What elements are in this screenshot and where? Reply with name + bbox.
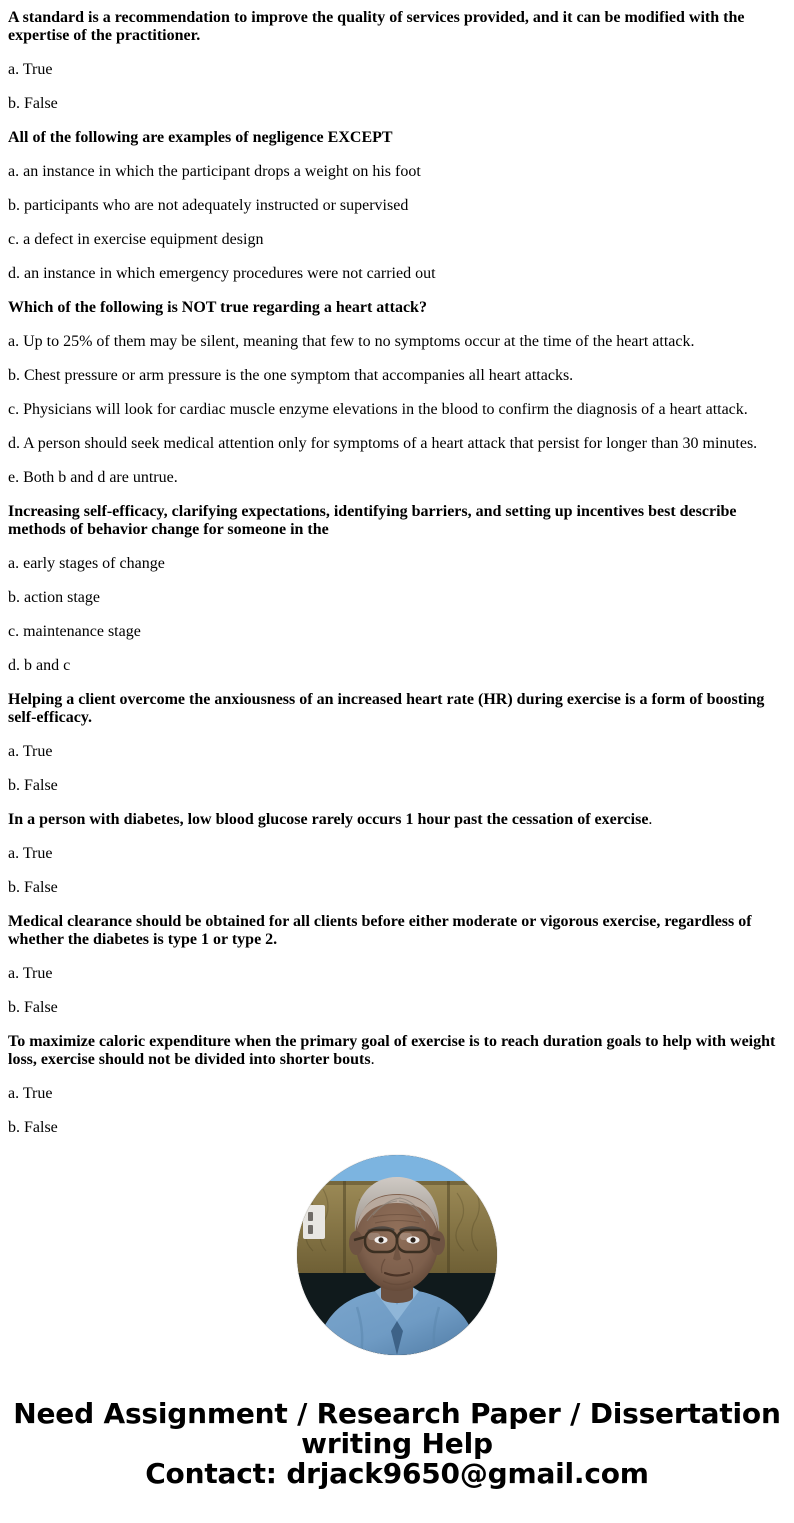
question-stem — [8, 1017, 786, 1069]
question-stem — [8, 0, 786, 45]
question-block — [8, 675, 786, 795]
answer-option[interactable]: d. A person should seek medical attention only for symptoms of a heart attack that persist for longer than 30 minutes. — [8, 435, 758, 452]
question-stem — [8, 283, 786, 317]
answer-option[interactable]: b. participants who are not adequately instructed or supervised — [8, 197, 409, 214]
answer-option[interactable]: a. True — [8, 61, 53, 78]
question-stem-text: Helping a client overcome the anxiousness of an increased heart rate (HR) during exercise is a form of boosting self-efficacy. — [8, 691, 765, 726]
answer-option[interactable]: e. Both b and d are untrue. — [8, 469, 178, 486]
question-block — [8, 0, 786, 113]
question-stem-text: Which of the following is NOT true regarding a heart attack? — [8, 299, 427, 316]
answer-option[interactable]: a. True — [8, 845, 53, 862]
promo-line-3: Contact: drjack9650@gmail.com — [145, 1457, 649, 1490]
question-stem-tail: . — [370, 1051, 375, 1068]
question-stem — [8, 487, 786, 539]
answer-option[interactable]: a. True — [8, 743, 53, 760]
answer-option[interactable]: d. b and c — [8, 657, 71, 674]
question-block — [8, 283, 786, 487]
question-stem — [8, 113, 786, 147]
answer-option[interactable]: b. Chest pressure or arm pressure is the one symptom that accompanies all heart attacks. — [8, 367, 574, 384]
question-block — [8, 113, 786, 283]
answer-option[interactable]: b. action stage — [8, 589, 100, 606]
answer-option[interactable]: d. an instance in which emergency procedures were not carried out — [8, 265, 436, 282]
question-block — [8, 897, 786, 1017]
answer-option[interactable]: b. False — [8, 95, 58, 112]
answer-option[interactable]: a. an instance in which the participant drops a weight on his foot — [8, 163, 421, 180]
answer-option[interactable]: c. a defect in exercise equipment design — [8, 231, 264, 248]
question-stem — [8, 897, 786, 949]
question-block — [8, 487, 786, 675]
question-block — [8, 1017, 786, 1137]
avatar — [297, 1155, 497, 1355]
question-stem-text: In a person with diabetes, low blood glucose rarely occurs 1 hour past the cessation of exercise — [8, 811, 649, 828]
avatar-photo-icon — [297, 1155, 497, 1355]
answer-option[interactable]: b. False — [8, 1119, 58, 1136]
question-stem-text: To maximize caloric expenditure when the primary goal of exercise is to reach duration goals to help with weight loss, exercise should not be divided into shorter bouts — [8, 1033, 776, 1068]
question-stem — [8, 675, 786, 727]
answer-option[interactable]: c. maintenance stage — [8, 623, 141, 640]
question-stem-text: Medical clearance should be obtained for all clients before either moderate or vigorous exercise, regardless of whether the diabetes is type 1 or type 2. — [8, 913, 752, 948]
promo-line-1: Need Assignment / Research Paper / Dissertation — [13, 1397, 781, 1430]
avatar-container — [0, 1153, 794, 1357]
question-stem-text: All of the following are examples of negligence EXCEPT — [8, 129, 393, 146]
answer-option[interactable]: b. False — [8, 879, 58, 896]
answer-option[interactable]: b. False — [8, 777, 58, 794]
answer-option[interactable]: a. Up to 25% of them may be silent, meaning that few to no symptoms occur at the time of the heart attack. — [8, 333, 695, 350]
promo-line-2: writing Help — [301, 1427, 493, 1460]
question-stem-text: A standard is a recommendation to improve the quality of services provided, and it can be modified with the expertise of the practitioner. — [8, 9, 745, 44]
question-block — [8, 795, 786, 897]
answer-option[interactable]: a. True — [8, 965, 53, 982]
answer-option[interactable]: a. True — [8, 1085, 53, 1102]
question-stem-text: Increasing self-efficacy, clarifying expectations, identifying barriers, and setting up incentives best describe methods of behavior change for someone in the — [8, 503, 737, 538]
answer-option[interactable]: b. False — [8, 999, 58, 1016]
answer-option[interactable]: c. Physicians will look for cardiac muscle enzyme elevations in the blood to confirm the diagnosis of a heart attack. — [8, 401, 748, 418]
question-stem-tail: . — [648, 811, 653, 828]
question-stem — [8, 795, 786, 829]
promo-banner — [0, 1399, 794, 1489]
answer-option[interactable]: a. early stages of change — [8, 555, 165, 572]
